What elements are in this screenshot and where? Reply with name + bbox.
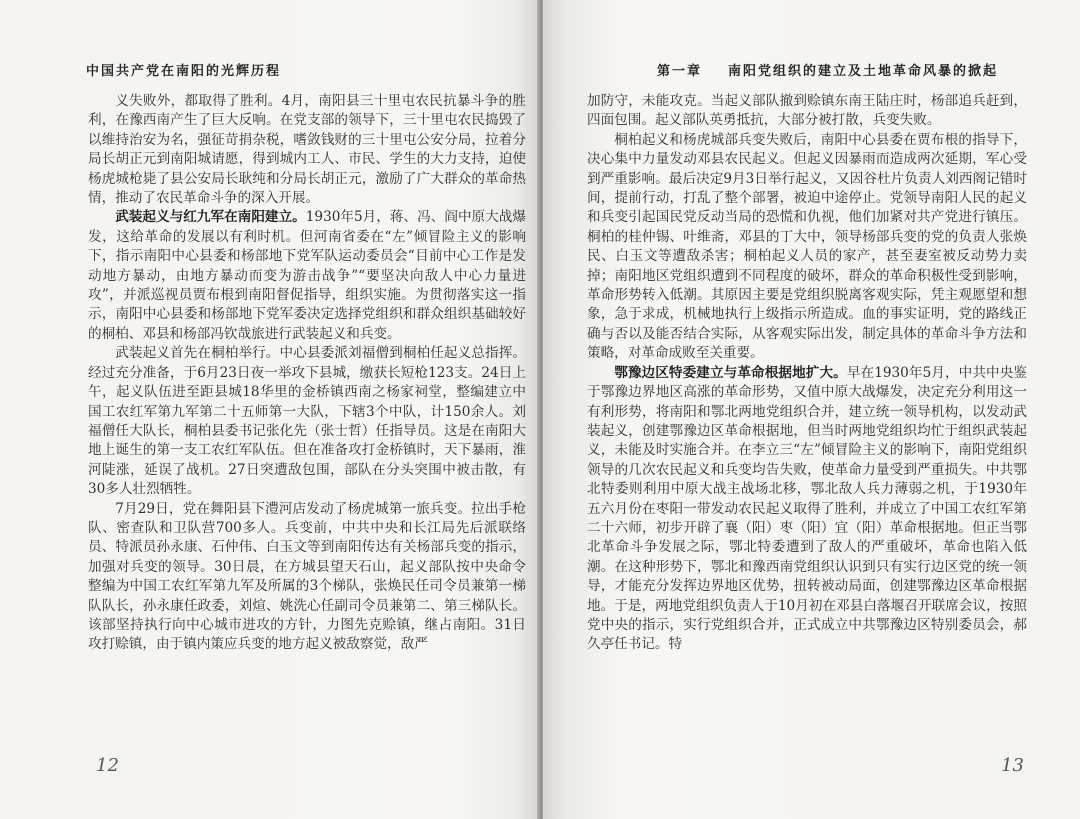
chapter-label: 第一章 [656,64,702,79]
paragraph-text: 早在1930年5月，中共中央鉴于鄂豫边界地区高涨的革命形势，又值中原大战爆发，决定充分利用这一有利形势，将南阳和鄂北两地党组织合并，建立统一领导机构，以发动武装起义，创建鄂豫边区革命根据地，但当时两地党组织均忙于组织武装起义，未能及时实施合并。在李立三“左”倾冒险主义的影响下，南阳党组织领导的几次农民起义和兵变均告失败，使革命力量受到严重损失。中共鄂北特委则利用中原大战主战场北移，鄂北敌人兵力薄弱之机，于1930年五六月份在枣阳一带发动农民起义取得了胜利，并成立了中国工农红军第二十六师，初步开辟了襄（阳）枣（阳）宜（阳）革命根据地。但正当鄂北革命斗争发展之际，鄂北特委遭到了敌人的严重破坏，革命也陷入低潮。在这种形势下，鄂北和豫西南党组织认识到只有实行边区党的统一领导，才能充分发挥边界地区优势，扭转被动局面，创建鄂豫边区革命根据地。于是，两地党组织负责人于10月初在邓县白落堰召开联席会议，按照党中央的指示，实行党组织合并，正式成立中共鄂豫边区特别委员会，郝久亭任书记。特 [587,364,1028,653]
running-header [657,60,998,79]
page-body [587,92,1027,655]
paragraph-text: 1930年5月，蒋、冯、阎中原大战爆发，这给革命的发展以有利时机。但河南省委在“左”倾冒险主义的影响下，指示南阳中心县委和杨部地下党军队运动委员会“目前中心工作是发动地方暴动，由地方暴动而变为游击战争”“要坚决向敌人中心力量进攻”，并派巡视员贾布根到南阳督促指导，组织实施。为贯彻落实这一指示，南阳中心县委和杨部地下党军委决定选择党组织和群众组织基础较好的桐柏、邓县和杨部冯钦哉旅进行武装起义和兵变。 [88,209,526,342]
section-heading: 鄂豫边区特委建立与革命根据地扩大。 [614,364,847,381]
chapter-title: 南阳党组织的建立及土地革命风暴的掀起 [727,64,998,79]
paragraph: 7月29日，党在舞阳县下澧河店发动了杨虎城第一旅兵变。拉出手枪队、密查队和卫队营700多人。兵变前，中共中央和长江局先后派联络员、特派员孙永康、石仲伟、白玉文等到南阳传达有关杨部兵变的指示，加强对兵变的领导。30日晨，在方城县望天石山，起义部队按中央命令整编为中国工农红军第九军及所属的3个梯队，张焕民任司令员兼第一梯队队长，孙永康任政委，刘煊、姚洗心任副司令员兼第二、第三梯队长。该部坚持执行向中心城市进攻的方针，力图先克赊镇，继占南阳。31日攻打赊镇，由于镇内策应兵变的地方起义被敌察觉，敌严 [88,500,526,653]
running-header: 中国共产党在南阳的光辉历程 [86,64,282,79]
paragraph: 桐柏起义和杨虎城部兵变失败后，南阳中心县委在贾布根的指导下，决心集中力量发动邓县农民起义。但起义因暴雨而造成两次延期，军心受到严重影响。最后决定9月3日举行起义，又因谷杜片负责人刘西阁记错时间，提前行动，打乱了整个部署，被迫中途停止。党领导南阳人民的起义和兵变引起国民党反动当局的恐慌和仇视，他们加紧对共产党进行镇压。桐柏的桂仲锡、叶维斋，邓县的丁大中，领导杨部兵变的党的负责人张焕民、白玉文等遭敌杀害；桐柏起义人员的家产，甚至妻室被反动势力卖掉；南阳地区党组织遭到不同程度的破坏，群众的革命积极性受到影响，革命形势转入低潮。其原因主要是党组织脱离客观实际，凭主观愿望和想象，急于求成，机械地执行上级指示所造成。血的事实证明，党的路线正确与否以及能否结合实际，从客观实际出发，制定具体的革命斗争方法和策略，对革命成败至关重要。 [587,131,1027,362]
paragraph: 加防守，未能攻克。当起义部队撤到赊镇东南王陆庄时，杨部追兵赶到，四面包围。起义部队英勇抵抗，大部分被打散，兵变失败。 [587,93,1027,129]
paragraph [587,364,1027,655]
paragraph: 武装起义首先在桐柏举行。中心县委派刘福僧到桐柏任起义总指挥。经过充分准备，于6月23日夜一举攻下县城，缴获长短枪123支。24日上午，起义队伍进至距县城18华里的金桥镇西南之杨家祠堂，整编建立中国工农红军第九军第二十五师第一大队，下辖3个中队，计150余人。刘福僧任大队长，桐柏县委书记张化先（张士哲）任指导员。这是在南阳大地上诞生的第一支工农红军队伍。但在准备攻打金桥镇时，天下暴雨，淮河陡涨，延误了战机。27日突遭敌包围，部队在分头突围中被击散，有30多人壮烈牺牲。 [88,345,526,498]
paragraph [88,208,526,344]
section-heading: 武装起义与红九军在南阳建立。 [115,209,306,226]
page-body [88,92,526,655]
page-number: 13 [1001,755,1024,776]
page-number: 12 [96,755,119,776]
left-page [0,0,539,819]
paragraph: 义失败外，都取得了胜利。4月，南阳县三十里屯农民抗暴斗争的胜利，在豫西南产生了巨大反响。在党支部的领导下，三十里屯农民捣毁了以维持治安为名，强征苛捐杂税，嗜敛钱财的三十里屯公安分局，拉着分局长胡正元到南阳城请愿，得到城内工人、市民、学生的大力支持，迫使杨虎城枪毙了县公安局长耿纯和分局长胡正元，激励了广大群众的革命热情，推动了农民革命斗争的深入开展。 [88,93,526,207]
right-page [543,0,1080,819]
